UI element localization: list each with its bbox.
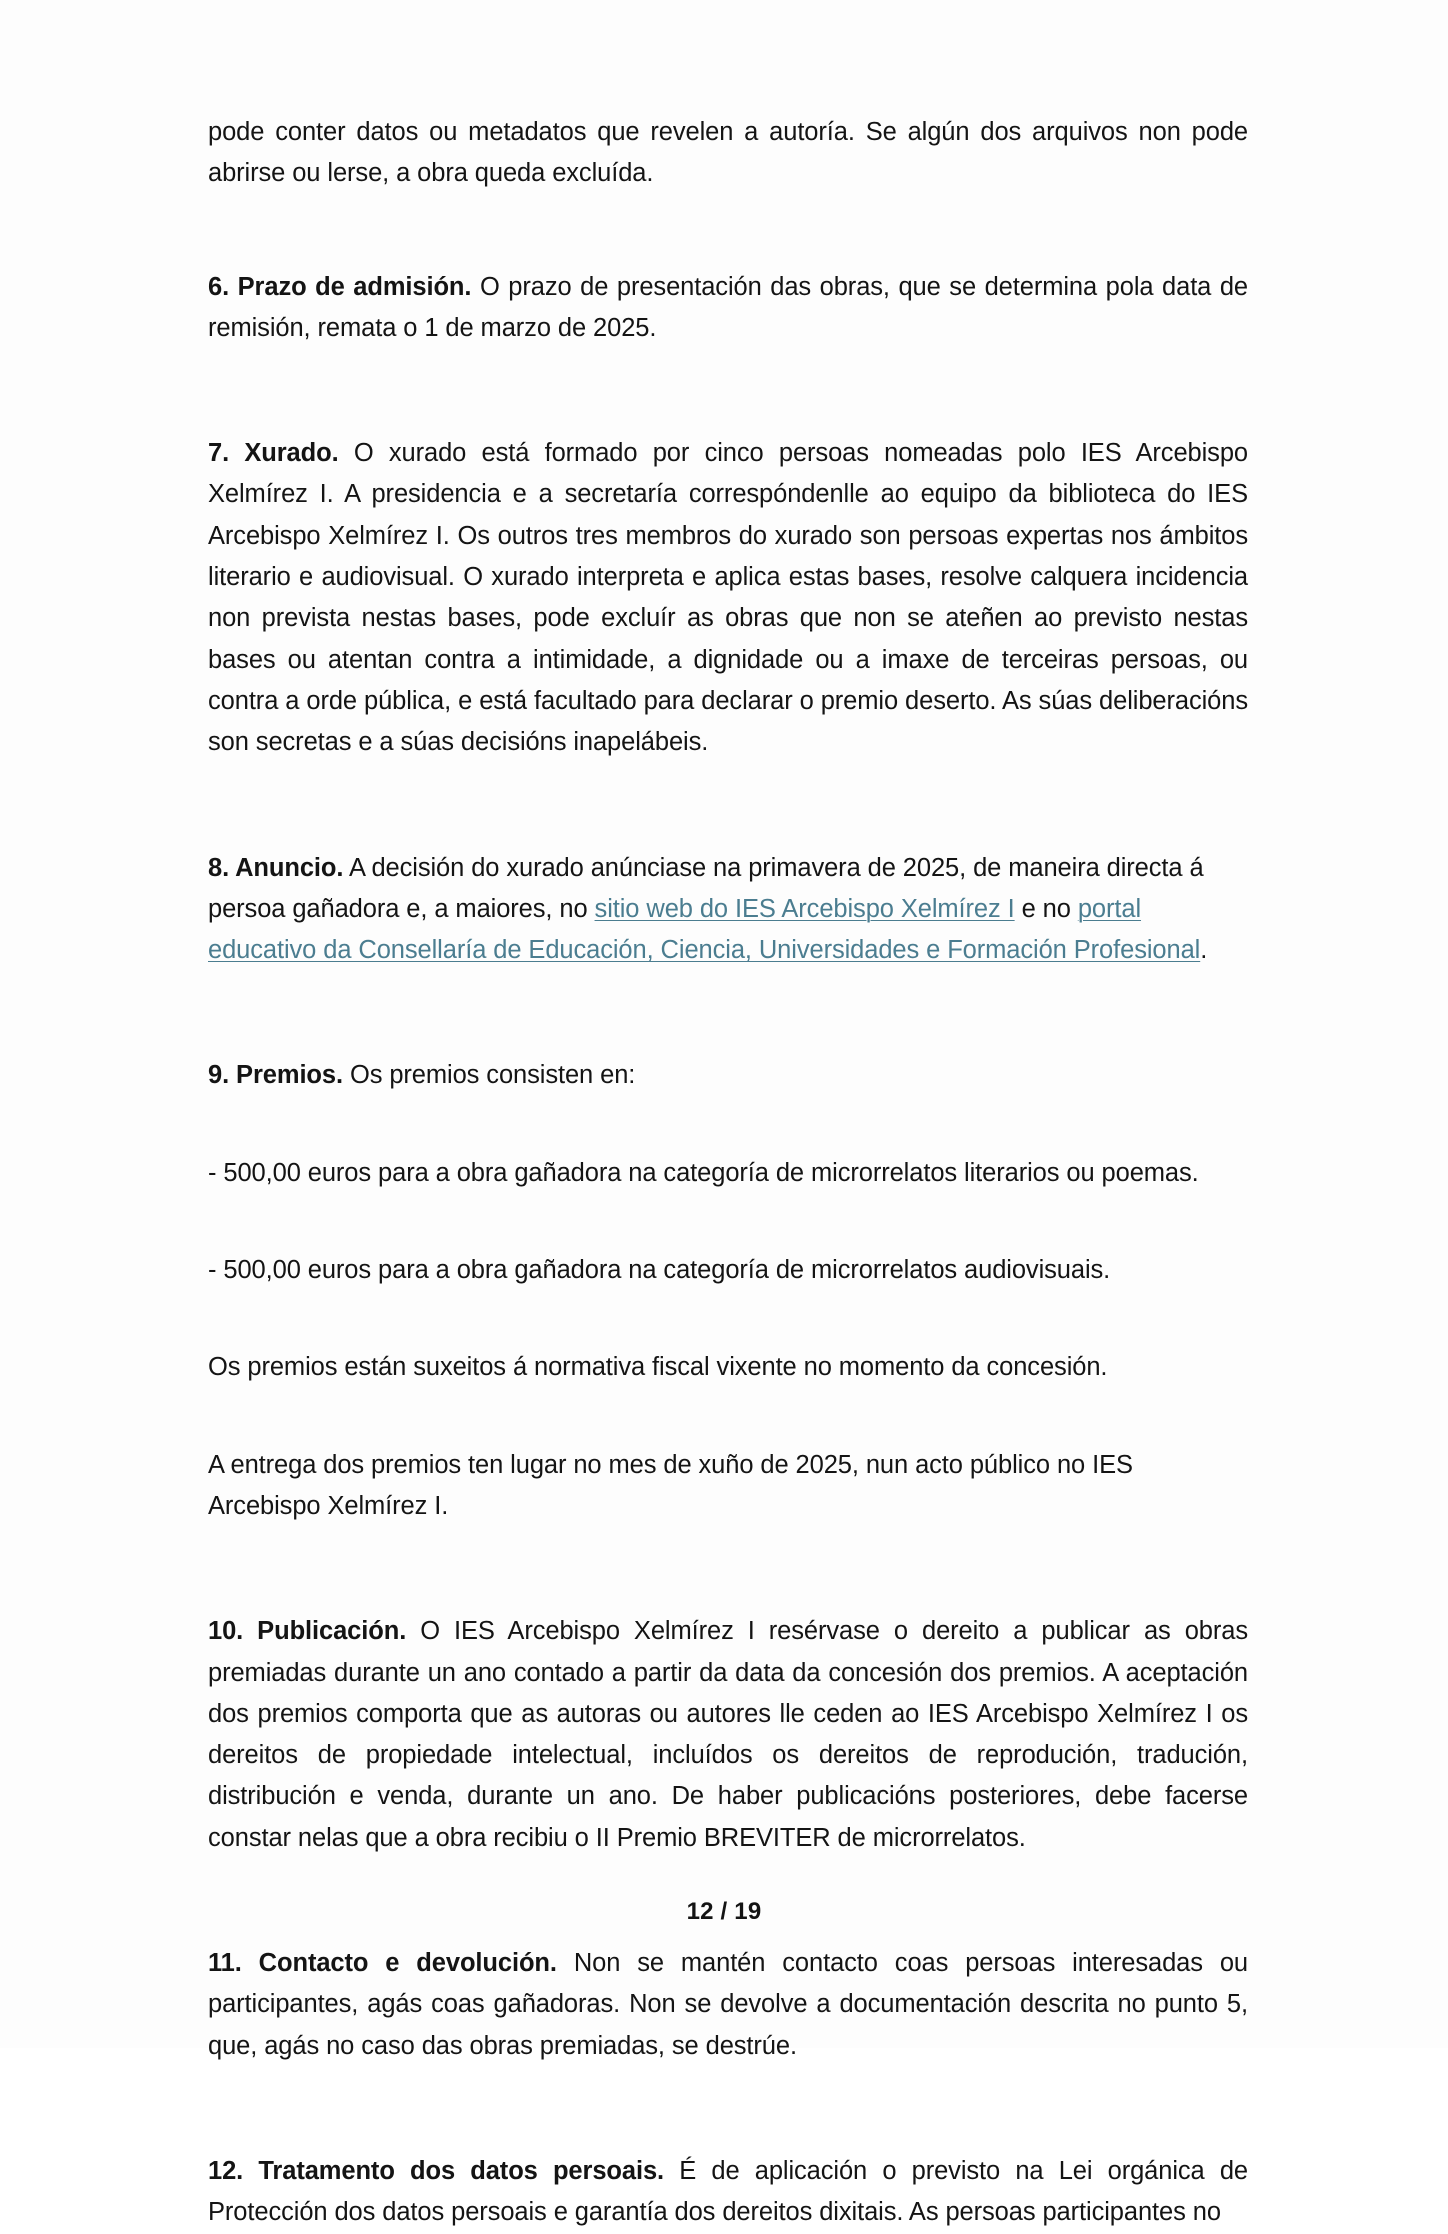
section-6-heading: 6. Prazo de admisión. [208,272,472,301]
spacer [208,195,1248,267]
section-12-heading: 12. Tratamento dos datos persoais. [208,2156,665,2185]
premios-nota-fiscal: Os premios están suxeitos á normativa fiscal vixente no momento da concesión. [208,1353,1108,1382]
section-8-anuncio [208,848,1248,972]
section-9-body: Os premios consisten en: [342,1061,636,1090]
page-number-footer: 12 / 19 [686,1898,762,1925]
premio-bullet-literarios: - 500,00 euros para a obra gañadora na categoría de microrrelatos literarios ou poemas. [208,1158,1199,1187]
section-9-premios [208,1055,1248,1096]
section-8-between-links: e no [1014,894,1078,923]
section-7-heading: 7. Xurado. [208,439,339,468]
spacer [208,1291,1248,1347]
section-9-heading: 9. Premios. [208,1061,343,1090]
section-8-body-after-link: . [1200,936,1208,965]
section-11-body: Non se mantén contacto coas persoas interesadas ou participantes, agás coas gañadoras. Non se devolve a documentación descrita no punto 5, que, agás no caso das obras premiadas, se destrúe. [208,1949,1248,2060]
paragraph-continued: pode conter datos ou metadatos que revelen a autoría. Se algún dos arquivos non pode abrirse ou lerse, a obra queda excluída. [208,118,1248,188]
section-7-body: O xurado está formado por cinco persoas nomeadas polo IES Arcebispo Xelmírez I. A presidencia e a secretaría correspóndenlle ao equipo da biblioteca do IES Arcebispo Xelmírez I. Os outros tres membros do xurado son persoas expertas nos ámbitos literario e audiovisual. O xurado interpreta e aplica estas bases, resolve calquera incidencia non prevista nestas bases, pode excluír as obras que non se ateñen ao previsto nestas bases ou atentan contra a intimidade, a dignidade ou a imaxe de terceiras persoas, ou contra a orde pública, e está facultado para declarar o premio deserto. As súas deliberacións son secretas e a súas decisións inapelábeis. [208,439,1248,757]
section-6-prazo-de-admision [208,267,1248,350]
section-11-contacto-e-devolucion [208,1943,1248,2067]
link-portal-educativo-consellaria[interactable]: portal educativo da Consellaría de Educación, Ciencia, Universidades e Formación Profesional [208,894,1201,965]
spacer [208,1389,1248,1445]
premio-bullet-audiovisuais: - 500,00 euros para a obra gañadora na categoría de microrrelatos audiovisuais. [208,1256,1111,1285]
section-12-tratamento-dos-datos-persoais [208,2151,1248,2234]
section-11-heading: 11. Contacto e devolución. [208,1949,557,1978]
spacer [208,764,1248,848]
section-8-body-before-link: A decisión do xurado anúnciase na primavera de 2025, de maneira directa á persoa gañadora e, a maiores, no [208,853,1204,923]
section-12-body: É de aplicación o previsto na Lei orgánica de Protección dos datos persoais e garantía dos dereitos dixitais. As persoas participantes no [208,2156,1249,2227]
spacer [208,971,1248,1055]
premios-nota-entrega: A entrega dos premios ten lugar no mes de xuño de 2025, nun acto público no IES Arcebispo Xelmírez I. [208,1450,1133,1520]
section-8-heading: 8. Anuncio. [208,853,344,882]
spacer [208,349,1248,433]
spacer [208,1527,1248,1611]
section-10-publicacion [208,1611,1248,1859]
section-7-xurado [208,433,1248,763]
section-10-heading: 10. Publicación. [208,1617,407,1646]
spacer [208,1194,1248,1250]
link-sitio-web-ies-arcebispo-xelmirez[interactable]: sitio web do IES Arcebispo Xelmírez I [594,894,1015,923]
spacer [208,1097,1248,1153]
section-6-body: O prazo de presentación das obras, que se determina pola data de remisión, remata o 1 de marzo de 2025. [208,272,1248,342]
spacer [208,2067,1248,2151]
section-10-body: O IES Arcebispo Xelmírez I resérvase o dereito a publicar as obras premiadas durante un ano contado a partir da data da concesión dos premios. A aceptación dos premios comporta que as autoras ou autores lle ceden ao IES Arcebispo Xelmírez I os dereitos de propiedade intelectual, incluídos os dereitos de reprodución, tradución, distribución e venda, durante un ano. De haber publicacións posteriores, debe facerse constar nelas que a obra recibiu o II Premio BREVITER de microrrelatos. [208,1617,1248,1852]
